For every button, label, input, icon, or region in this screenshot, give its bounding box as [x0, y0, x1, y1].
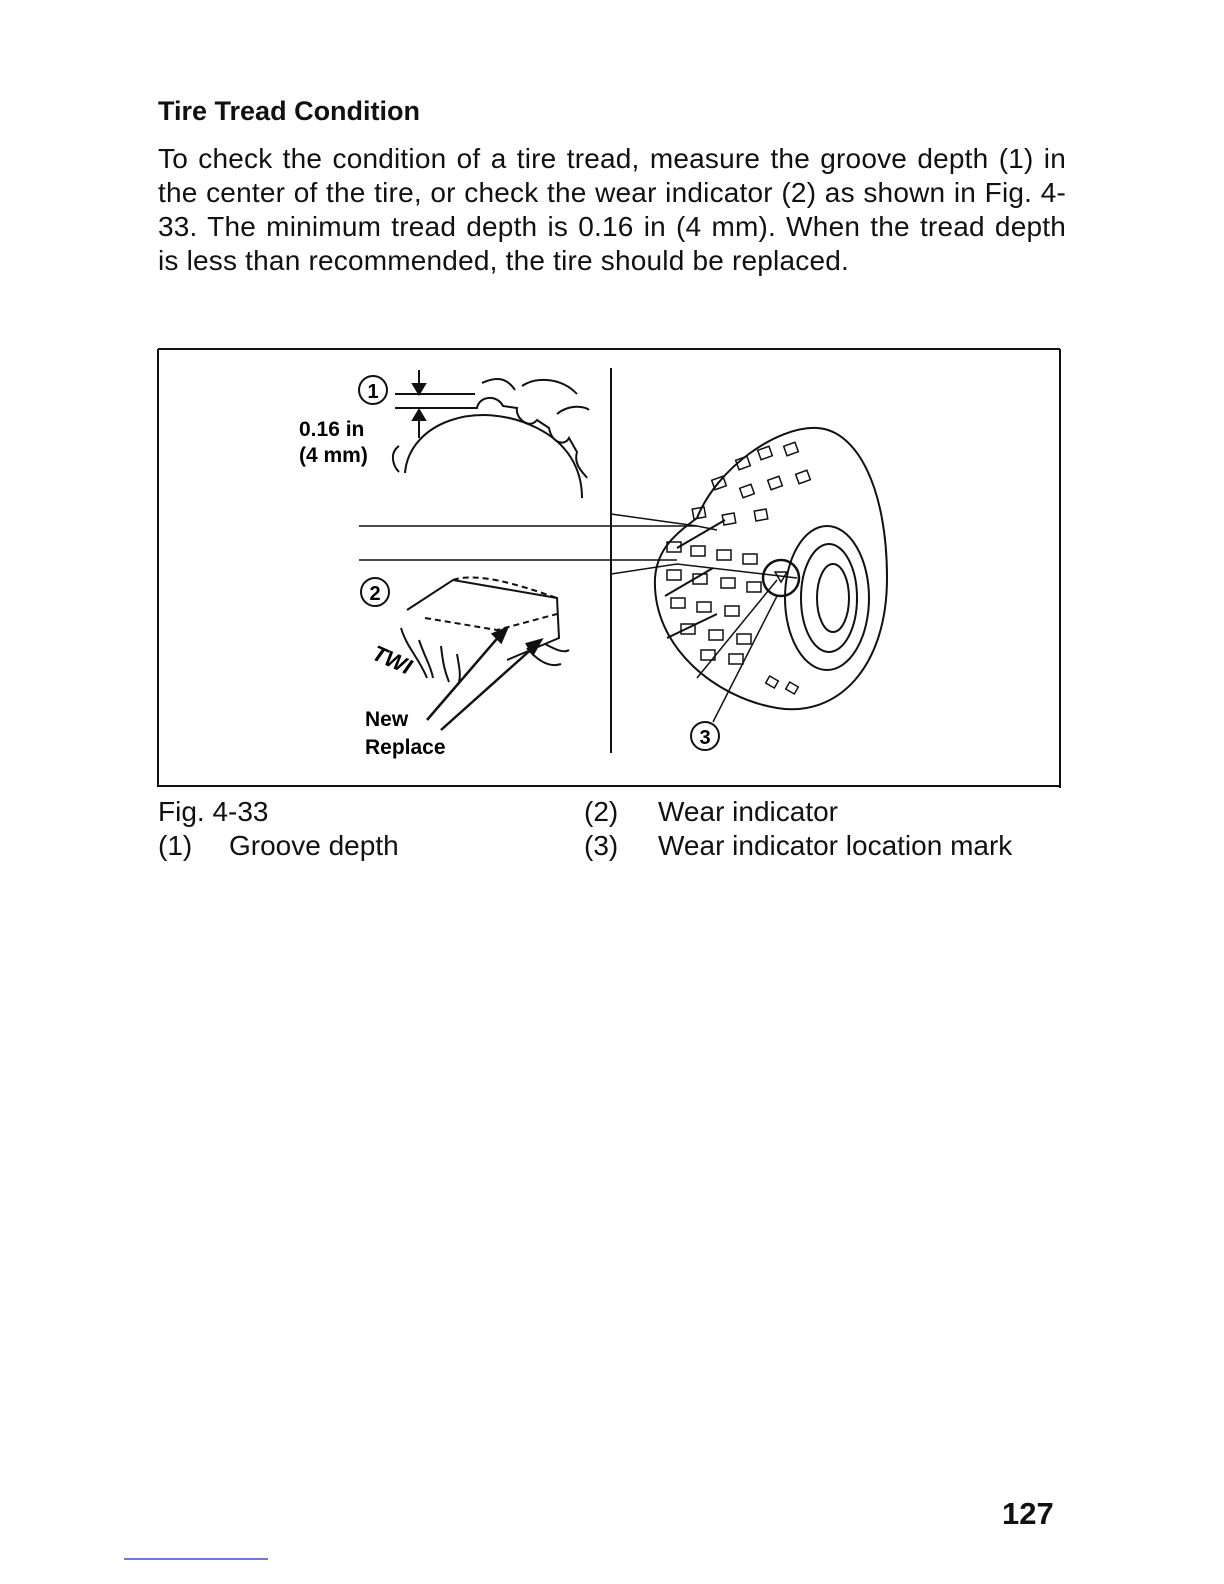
depth-arrow-icons — [413, 370, 425, 438]
callout-2: 2 — [369, 583, 381, 605]
callout-3-badge — [691, 722, 719, 750]
callout-2-badge — [361, 578, 389, 606]
caption-item-1-number: (1) — [158, 830, 193, 861]
figure-number: Fig. 4-33 — [158, 796, 269, 827]
callout-3: 3 — [699, 727, 711, 749]
caption-item-1-text: Groove depth — [229, 830, 399, 861]
callout-3-leader — [713, 596, 777, 722]
twi-mark: TWI — [368, 640, 416, 680]
wear-indicator-illustration — [401, 577, 569, 682]
new-label: New — [365, 708, 409, 731]
depth-in-label: 0.16 in — [299, 418, 365, 441]
callout-1-badge — [359, 376, 387, 404]
footer-rule — [124, 1558, 268, 1560]
new-replace-arrows — [427, 628, 541, 730]
instruction-paragraph: To check the condition of a tire tread, measure the groove depth (1) in the center of the tire, or check the wear indicator (2) as shown in Fig. 4-33. The minimum tread depth is 0.16 in (4 mm). When the tread depth is less than recommended, the tire should be replaced. — [158, 143, 1066, 276]
tire-illustration — [655, 428, 887, 709]
callout-1: 1 — [367, 381, 379, 403]
section-heading: Tire Tread Condition — [158, 96, 421, 126]
caption-item-2-text: Wear indicator — [658, 796, 839, 827]
replace-label: Replace — [365, 736, 446, 759]
depth-mm-label: (4 mm) — [299, 444, 368, 467]
groove-depth-illustration — [393, 379, 589, 498]
caption-item-3-number: (3) — [584, 830, 619, 861]
page-number: 127 — [1002, 1496, 1054, 1531]
figure-frame — [158, 349, 1060, 788]
caption-item-2-number: (2) — [584, 796, 619, 827]
caption-item-3-text: Wear indicator location mark — [658, 830, 1013, 861]
tire-tread-figure — [157, 348, 1061, 788]
